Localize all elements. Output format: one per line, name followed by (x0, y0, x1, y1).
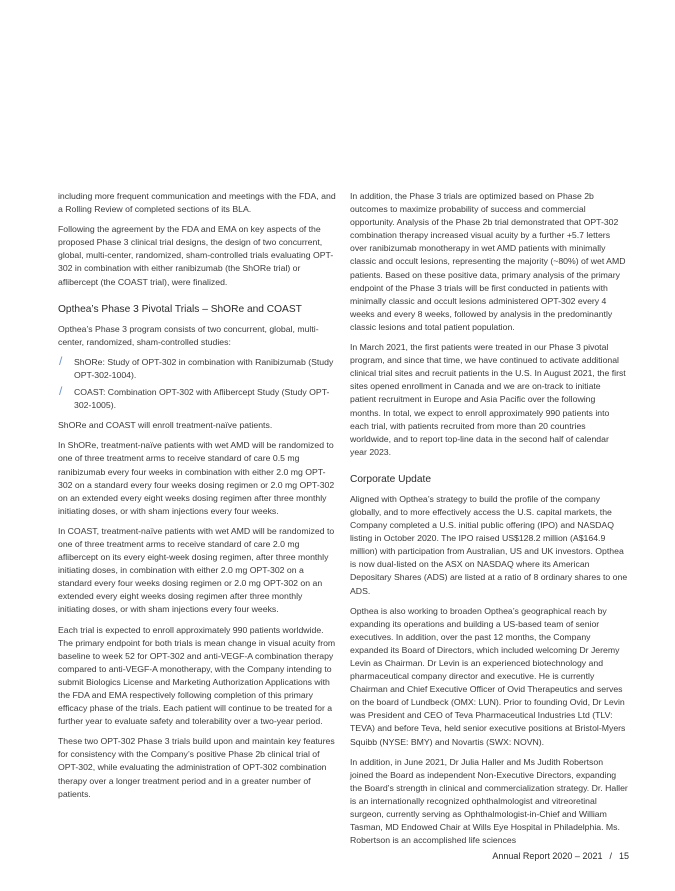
paragraph: Following the agreement by the FDA and EMA on key aspects of the proposed Phase 3 clinical trial designs, the design of two concurrent, global, multi-center, randomized, sham-controlled trials evaluating OPT-302 in combination with either ranibizumab (the ShORe trial) or aflibercept (the COAST trial), were finalized. (58, 224, 334, 287)
slash-bullet-icon: / (59, 353, 63, 368)
paragraph: including more frequent communication and meetings with the FDA, and a Rolling Review of completed sections of its BLA. (58, 191, 336, 215)
paragraph: Opthea is also working to broaden Opthea’s geographical reach by expanding its operations and building a US-based team of senior executives. In addition, over the past 12 months, the Company expanded its Board of Directors, which included welcoming Dr Jeremy Levin as Chairman. Dr Levin is an experienced biotechnology and pharmaceutical company director and executive. He is currently Chairman and Chief Executive Officer of Ovid Therapeutics and serves on the board of Lundbeck (OMX: LUN). Prior to founding Ovid, Dr Levin was President and CEO of Teva Pharmaceutical Industries Ltd (TLV: TEVA) and before Teva, held senior executive positions at Bristol-Myers Squibb (NYSE: BMY) and Novartis (SWX: NOVN). (350, 605, 626, 747)
right-column (350, 190, 628, 854)
list-item (58, 353, 336, 382)
list-item-text: COAST: Combination OPT-302 with Aflibercept Study (Study OPT-302-1005). (74, 387, 330, 411)
paragraph: In COAST, treatment-naïve patients with wet AMD will be randomized to one of three treatment arms to receive standard of care 2.0 mg aflibercept on its every eight-week dosing regimen, after three monthly initiating doses, in combination with either 2.0 mg OPT-302 on a standard every four weeks dosing regimen or 2.0 mg OPT-302 on an extended every eight weeks dosing regimen after three monthly initiating doses, or with sham injections every four weeks. (58, 525, 335, 615)
paragraph: In addition, the Phase 3 trials are optimized based on Phase 2b outcomes to maximize probability of success and commercial opportunity. Analysis of the Phase 2b trial demonstrated that OPT-302 combination therapy increased visual acuity by a further +5.7 letters over ranibizumab monotherapy in wet AMD patients with minimally classic and occult lesions, representing the majority (~80%) of wet AMD patients. Based on these positive data, primary analysis of the primary endpoint of the Phase 3 trials will be first conducted in patients with minimally classic and occult lesions administered OPT-302 every 4 weeks and every 8 weeks, followed by analysis in the predominantly classic lesions and total patient population. (350, 191, 626, 332)
page-number: 15 (618, 851, 629, 861)
list-item-text: ShORe: Study of OPT-302 in combination with Ranibizumab (Study OPT-302-1004). (74, 356, 334, 380)
study-list (58, 353, 336, 412)
paragraph: Aligned with Opthea’s strategy to build the profile of the company globally, and to more effectively access the U.S. capital markets, the Company completed a U.S. initial public offering (IPO) and NASDAQ listing in October 2020. The IPO raised US$128.2 million (A$164.9 million) with participation from Australian, US and UK investors. Opthea is now dual-listed on the ASX on NASDAQ where its American Depositary Shares (ADS) are listed at a ratio of 8 ordinary shares to one ADS. (350, 493, 628, 596)
list-item (58, 386, 336, 412)
paragraph: In ShORe, treatment-naïve patients with wet AMD will be randomized to one of three treatment arms to receive standard of care 0.5 mg ranibizumab every four weeks in combination with either 2.0 mg OPT-302 on a standard every four weeks dosing regimen or 2.0 mg OPT-302 on an extended every eight weeks dosing regimen after three monthly initiating doses, or with sham injections every four weeks. (58, 440, 335, 516)
paragraph: Opthea’s Phase 3 program consists of two concurrent, global, multi-center, randomized, sham-controlled studies: (58, 323, 319, 347)
slash-bullet-icon: / (59, 384, 63, 399)
paragraph: Each trial is expected to enroll approximately 990 patients worldwide. The primary endpoint for both trials is mean change in visual acuity from baseline to week 52 for OPT-302 and anti-VEGF-A combination therapy compared to anti-VEGF-A monotherapy, with the Company intending to submit Biologics License and Marketing Authorization Applications with the FDA and EMA respectively following completion of this primary efficacy phase of the trials. Each patient will continue to be treated for a further year to evaluate safety and tolerability over a two-year period. (58, 624, 336, 727)
left-column (58, 190, 336, 808)
paragraph: ShORe and COAST will enroll treatment-naïve patients. (58, 420, 273, 431)
paragraph: In addition, in June 2021, Dr Julia Haller and Ms Judith Robertson joined the Board as independent Non-Executive Directors, expanding the Board’s strength in clinical and commercialization strategy. Dr. Haller is an internationally recognized ophthalmologist and vitreoretinal surgeon, currently serving as Ophthalmologist-in-Chief and William Tasman, MD Endowed Chair at Wills Eye Hospital in Philadelphia. Ms. Robertson is an accomplished life sciences (350, 756, 628, 846)
paragraph: These two OPT-302 Phase 3 trials build upon and maintain key features for consistency with the Company’s positive Phase 2b clinical trial of OPT-302, while evaluating the administration of OPT-302 combination therapy over a longer treatment period and in a greater number of patients. (58, 736, 335, 799)
page-footer (492, 851, 629, 861)
paragraph: In March 2021, the first patients were treated in our Phase 3 pivotal program, and since that time, we have continued to activate additional clinical trial sites and recruit patients in the U.S. In August 2021, the first sites opened enrollment in Canada and we are on-track to initiate patient recruitment in Europe and Asia Pacific over the following months. In total, we expect to enroll approximately 990 patients into each trial, with patients recruited from more than 20 countries worldwide, and to report top-line data in the second half of calendar year 2023. (350, 342, 626, 457)
footer-separator: / (609, 851, 612, 861)
section-heading-corporate-update: Corporate Update (350, 473, 431, 485)
report-title: Annual Report 2020 – 2021 (492, 851, 603, 861)
section-heading-phase3-trials: Opthea’s Phase 3 Pivotal Trials – ShORe and COAST (58, 303, 302, 315)
